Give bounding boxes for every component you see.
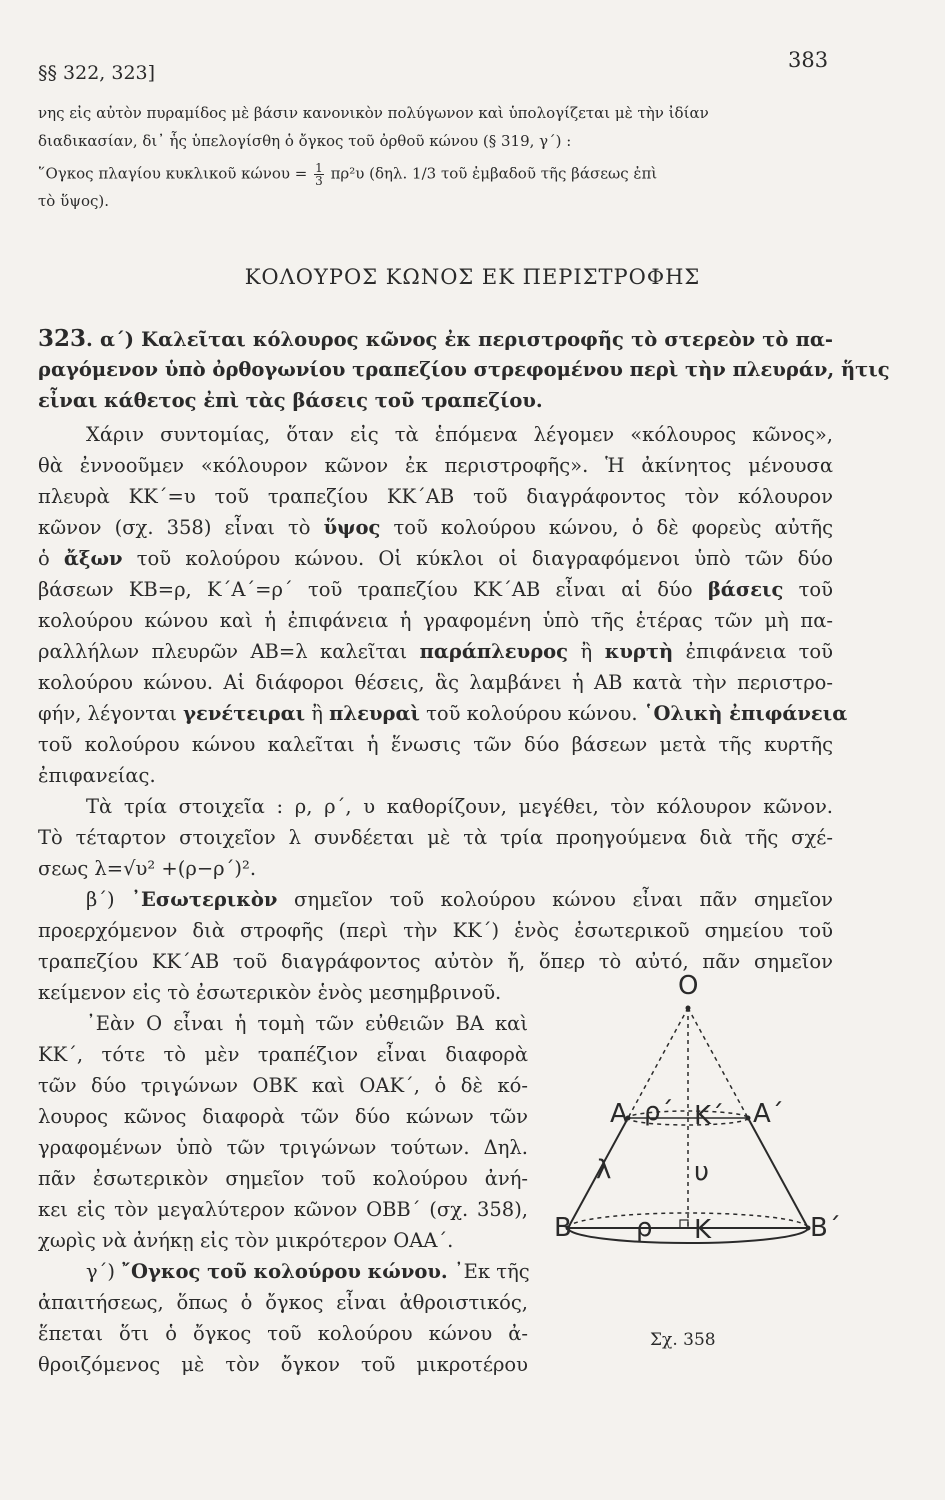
s323-line-20: προερχόμενον διὰ στροφῆς (περὶ τὴν ΚΚ΄) ἑνὸς ἐσωτερικοῦ σημείου τοῦ <box>38 919 833 942</box>
s323-line-12: κολούρου κώνου. Αἱ διάφοροι θέσεις, ἃς λαμβάνει ἡ ΑΒ κατὰ τὴν περιστρο- <box>38 671 833 694</box>
term-total-surface: ῾Ολικὴ ἐπιφάνεια <box>643 702 848 725</box>
narrow-line-1: ᾽Εὰν Ο εἶναι ἡ τομὴ τῶν εὐθειῶν ΒΑ καὶ <box>86 1012 528 1035</box>
narrow-line-7: κει εἰς τὸν μεγαλύτερον κῶνον ΟΒΒ΄ (σχ. 358), <box>38 1198 528 1221</box>
fraction-one-third <box>314 162 324 187</box>
section-reference: §§ 322, 323] <box>38 62 156 84</box>
label-upsilon: υ <box>694 1157 710 1187</box>
s323-line-18: σεως λ=√υ² +(ρ−ρ΄)². <box>38 857 257 880</box>
term-convex: κυρτὴ <box>604 640 674 663</box>
text-span: ραλλήλων πλευρῶν ΑΒ=λ καλεῖται <box>38 640 420 663</box>
term-height: ὕψος <box>323 516 381 539</box>
term-bases: βάσεις <box>707 578 784 601</box>
text-span: β΄) <box>86 888 132 911</box>
page-number: 383 <box>788 48 829 72</box>
frustum-figure <box>548 968 858 1388</box>
label-k: K <box>694 1215 712 1245</box>
s323-line-2 <box>38 355 890 385</box>
term-sides: πλευραὶ <box>329 702 420 725</box>
label-rho: ρ <box>636 1213 653 1243</box>
intro-formula <box>38 162 657 187</box>
term-axis: ἄξων <box>63 547 123 570</box>
figure-caption: Σχ. 358 <box>650 1330 716 1350</box>
term-generatrices: γενέτειραι <box>183 702 306 725</box>
label-lambda: λ <box>596 1155 612 1185</box>
subsection-title-volume: ῎Ογκος τοῦ κολούρου κώνου. <box>121 1260 448 1283</box>
s323-line-5: θὰ ἐννοοῦμεν «κόλουρον κῶνον ἐκ περιστροφῆς». Ἡ ἀκίνητος μένουσα <box>38 454 833 477</box>
narrow-line-3: τῶν δύο τριγώνων ΟΒΚ καὶ ΟΑΚ΄, ὁ δὲ κό- <box>38 1074 528 1097</box>
point-a-prime <box>746 1116 751 1121</box>
label-a: A <box>610 1099 628 1129</box>
text-span: τοῦ κολούρου κώνου, ὁ δὲ φορεὺς αὐτῆς <box>380 516 834 539</box>
text-span: ἢ <box>568 640 605 663</box>
label-b-prime: B΄ <box>810 1213 841 1243</box>
text-span: βάσεων ΚΒ=ρ, Κ΄Α΄=ρ΄ τοῦ τραπεζίου ΚΚ΄ΑΒ εἶναι αἱ δύο <box>38 578 708 601</box>
text-span: τοῦ <box>783 578 833 601</box>
s323-line-3 <box>38 386 833 416</box>
formula-prefix: ῞Ογκος πλαγίου κυκλικοῦ κώνου = <box>38 164 308 183</box>
text-span: γ΄) <box>86 1260 122 1283</box>
s323-line-8 <box>38 544 833 574</box>
bottom-base-front-arc <box>568 1228 808 1243</box>
right-angle-marker <box>680 1220 688 1228</box>
narrow-line-10: ἀπαιτήσεως, ὅπως ὁ ὄγκος εἶναι ἀθροιστικός, <box>38 1291 528 1314</box>
generatrix-right <box>748 1118 808 1228</box>
term-interior: ᾽Εσωτερικὸν <box>131 888 278 911</box>
term-lateral: παράπλευρος <box>419 640 569 663</box>
text-span: σημεῖον τοῦ κολούρου κώνου εἶναι πᾶν σημεῖον <box>277 888 833 911</box>
intro-line-2: διαδικασίαν, δι᾽ ἧς ὑπελογίσθη ὁ ὄγκος τοῦ ὀρθοῦ κώνου (§ 319, γ΄) : <box>38 132 572 150</box>
s323-line-1 <box>38 324 833 355</box>
label-o: O <box>678 971 699 1001</box>
label-k-prime: K΄ <box>694 1101 725 1131</box>
intro-line-1: νης εἰς αὐτὸν πυραμίδος μὲ βάσιν κανονικὸν πολύγωνον καὶ ὑπολογίζεται μὲ τὴν ἰδίαν <box>38 104 709 122</box>
narrow-line-4: λουρος κῶνος διαφορὰ τῶν δύο κώνων τῶν <box>38 1105 528 1128</box>
label-rho-prime: ρ΄ <box>644 1097 674 1127</box>
s323-line-13 <box>38 699 848 729</box>
narrow-line-8: χωρὶς νὰ ἀνήκῃ εἰς τὸν μικρότερον ΟΑΑ΄. <box>38 1229 454 1252</box>
narrow-line-11: ἕπεται ὅτι ὁ ὄγκος τοῦ κολούρου κώνου ἀ- <box>38 1322 528 1345</box>
s323-line-19 <box>38 885 833 915</box>
s323-line-6: πλευρὰ ΚΚ΄=υ τοῦ τραπεζίου ΚΚ΄ΑΒ τοῦ διαγράφοντος τὸν κόλουρον <box>38 485 833 508</box>
intro-line-4: τὸ ὕψος). <box>38 192 110 210</box>
section-heading: ΚΟΛΟΥΡΟΣ ΚΩΝΟΣ ΕΚ ΠΕΡΙΣΤΡΟΦΗΣ <box>244 265 701 289</box>
definition-text: ραγόμενον ὑπὸ ὀρθογωνίου τραπεζίου στρεφομένου περὶ τὴν πλευράν, ἥτις <box>38 358 890 381</box>
s323-line-10: κολούρου κώνου καὶ ἡ ἐπιφάνεια ἡ γραφομένη ὑπὸ τῆς ἑτέρας τῶν μὴ πα- <box>38 609 833 632</box>
narrow-line-12: θροιζόμενος μὲ τὸν ὄγκον τοῦ μικροτέρου <box>38 1353 528 1376</box>
text-span: ἢ <box>305 702 330 725</box>
formula-suffix: πρ²υ (δηλ. 1/3 τοῦ ἐμβαδοῦ τῆς βάσεως ἐπὶ <box>330 164 658 183</box>
narrow-line-6: πᾶν ἐσωτερικὸν σημεῖον τοῦ κολούρου ἀνή- <box>38 1167 528 1190</box>
text-span: τοῦ κολούρου κώνου. <box>419 702 644 725</box>
text-span: φήν, λέγονται <box>38 702 184 725</box>
apex-point <box>686 1006 691 1011</box>
s323-line-21: τραπεζίου ΚΚ΄ΑΒ τοῦ διαγράφοντος αὐτὸν ἤ, ὅπερ τὸ αὐτό, πᾶν σημεῖον <box>38 950 833 973</box>
text-span: ὁ <box>38 547 64 570</box>
s323-line-16: Τὰ τρία στοιχεῖα : ρ, ρ΄, υ καθορίζουν, μεγέθει, τὸν κόλουρον κῶνον. <box>86 795 833 818</box>
label-b: B <box>554 1213 572 1243</box>
s323-line-4: Χάριν συντομίας, ὅταν εἰς τὰ ἑπόμενα λέγομεν «κόλουρος κῶνος», <box>86 423 833 446</box>
text-span: ᾽Εκ τῆς <box>447 1260 530 1283</box>
fraction-denominator: 3 <box>315 174 323 188</box>
narrow-line-9 <box>38 1257 528 1287</box>
s323-line-9 <box>38 575 833 605</box>
text-span: τοῦ κολούρου κώνου. Οἱ κύκλοι οἱ διαγραφόμενοι ὑπὸ τῶν δύο <box>122 547 833 570</box>
s323-line-15: ἐπιφανείας. <box>38 764 156 787</box>
text-span: ἐπιφάνεια τοῦ <box>673 640 833 663</box>
s323-line-11 <box>38 637 833 667</box>
s323-line-7 <box>38 513 833 543</box>
s323-line-14: τοῦ κολούρου κώνου καλεῖται ἡ ἕνωσις τῶν δύο βάσεων μετὰ τῆς κυρτῆς <box>38 733 833 756</box>
s323-line-17: Τὸ τέταρτον στοιχεῖον λ συνδέεται μὲ τὰ τρία προηγούμενα διὰ τῆς σχέ- <box>38 826 833 849</box>
fraction-numerator: 1 <box>315 161 323 175</box>
narrow-line-2: ΚΚ΄, τότε τὸ μὲν τραπέζιον εἶναι διαφορὰ <box>38 1043 528 1066</box>
label-a-prime: A΄ <box>753 1099 784 1129</box>
text-span: κῶνον (σχ. 358) εἶναι τὸ <box>38 516 324 539</box>
s323-line-22: κείμενον εἰς τὸ ἐσωτερικὸν ἑνὸς μεσημβρινοῦ. <box>38 981 502 1004</box>
definition-text: εἶναι κάθετος ἐπὶ τὰς βάσεις τοῦ τραπεζίου. <box>38 389 543 412</box>
definition-text: . α΄) Καλεῖται κόλουρος κῶνος ἐκ περιστροφῆς τὸ στερεὸν τὸ πα- <box>86 328 833 351</box>
section-number: 323 <box>38 325 87 352</box>
narrow-line-5: γραφομένων ὑπὸ τῶν τριγώνων τούτων. Δηλ. <box>38 1136 528 1159</box>
